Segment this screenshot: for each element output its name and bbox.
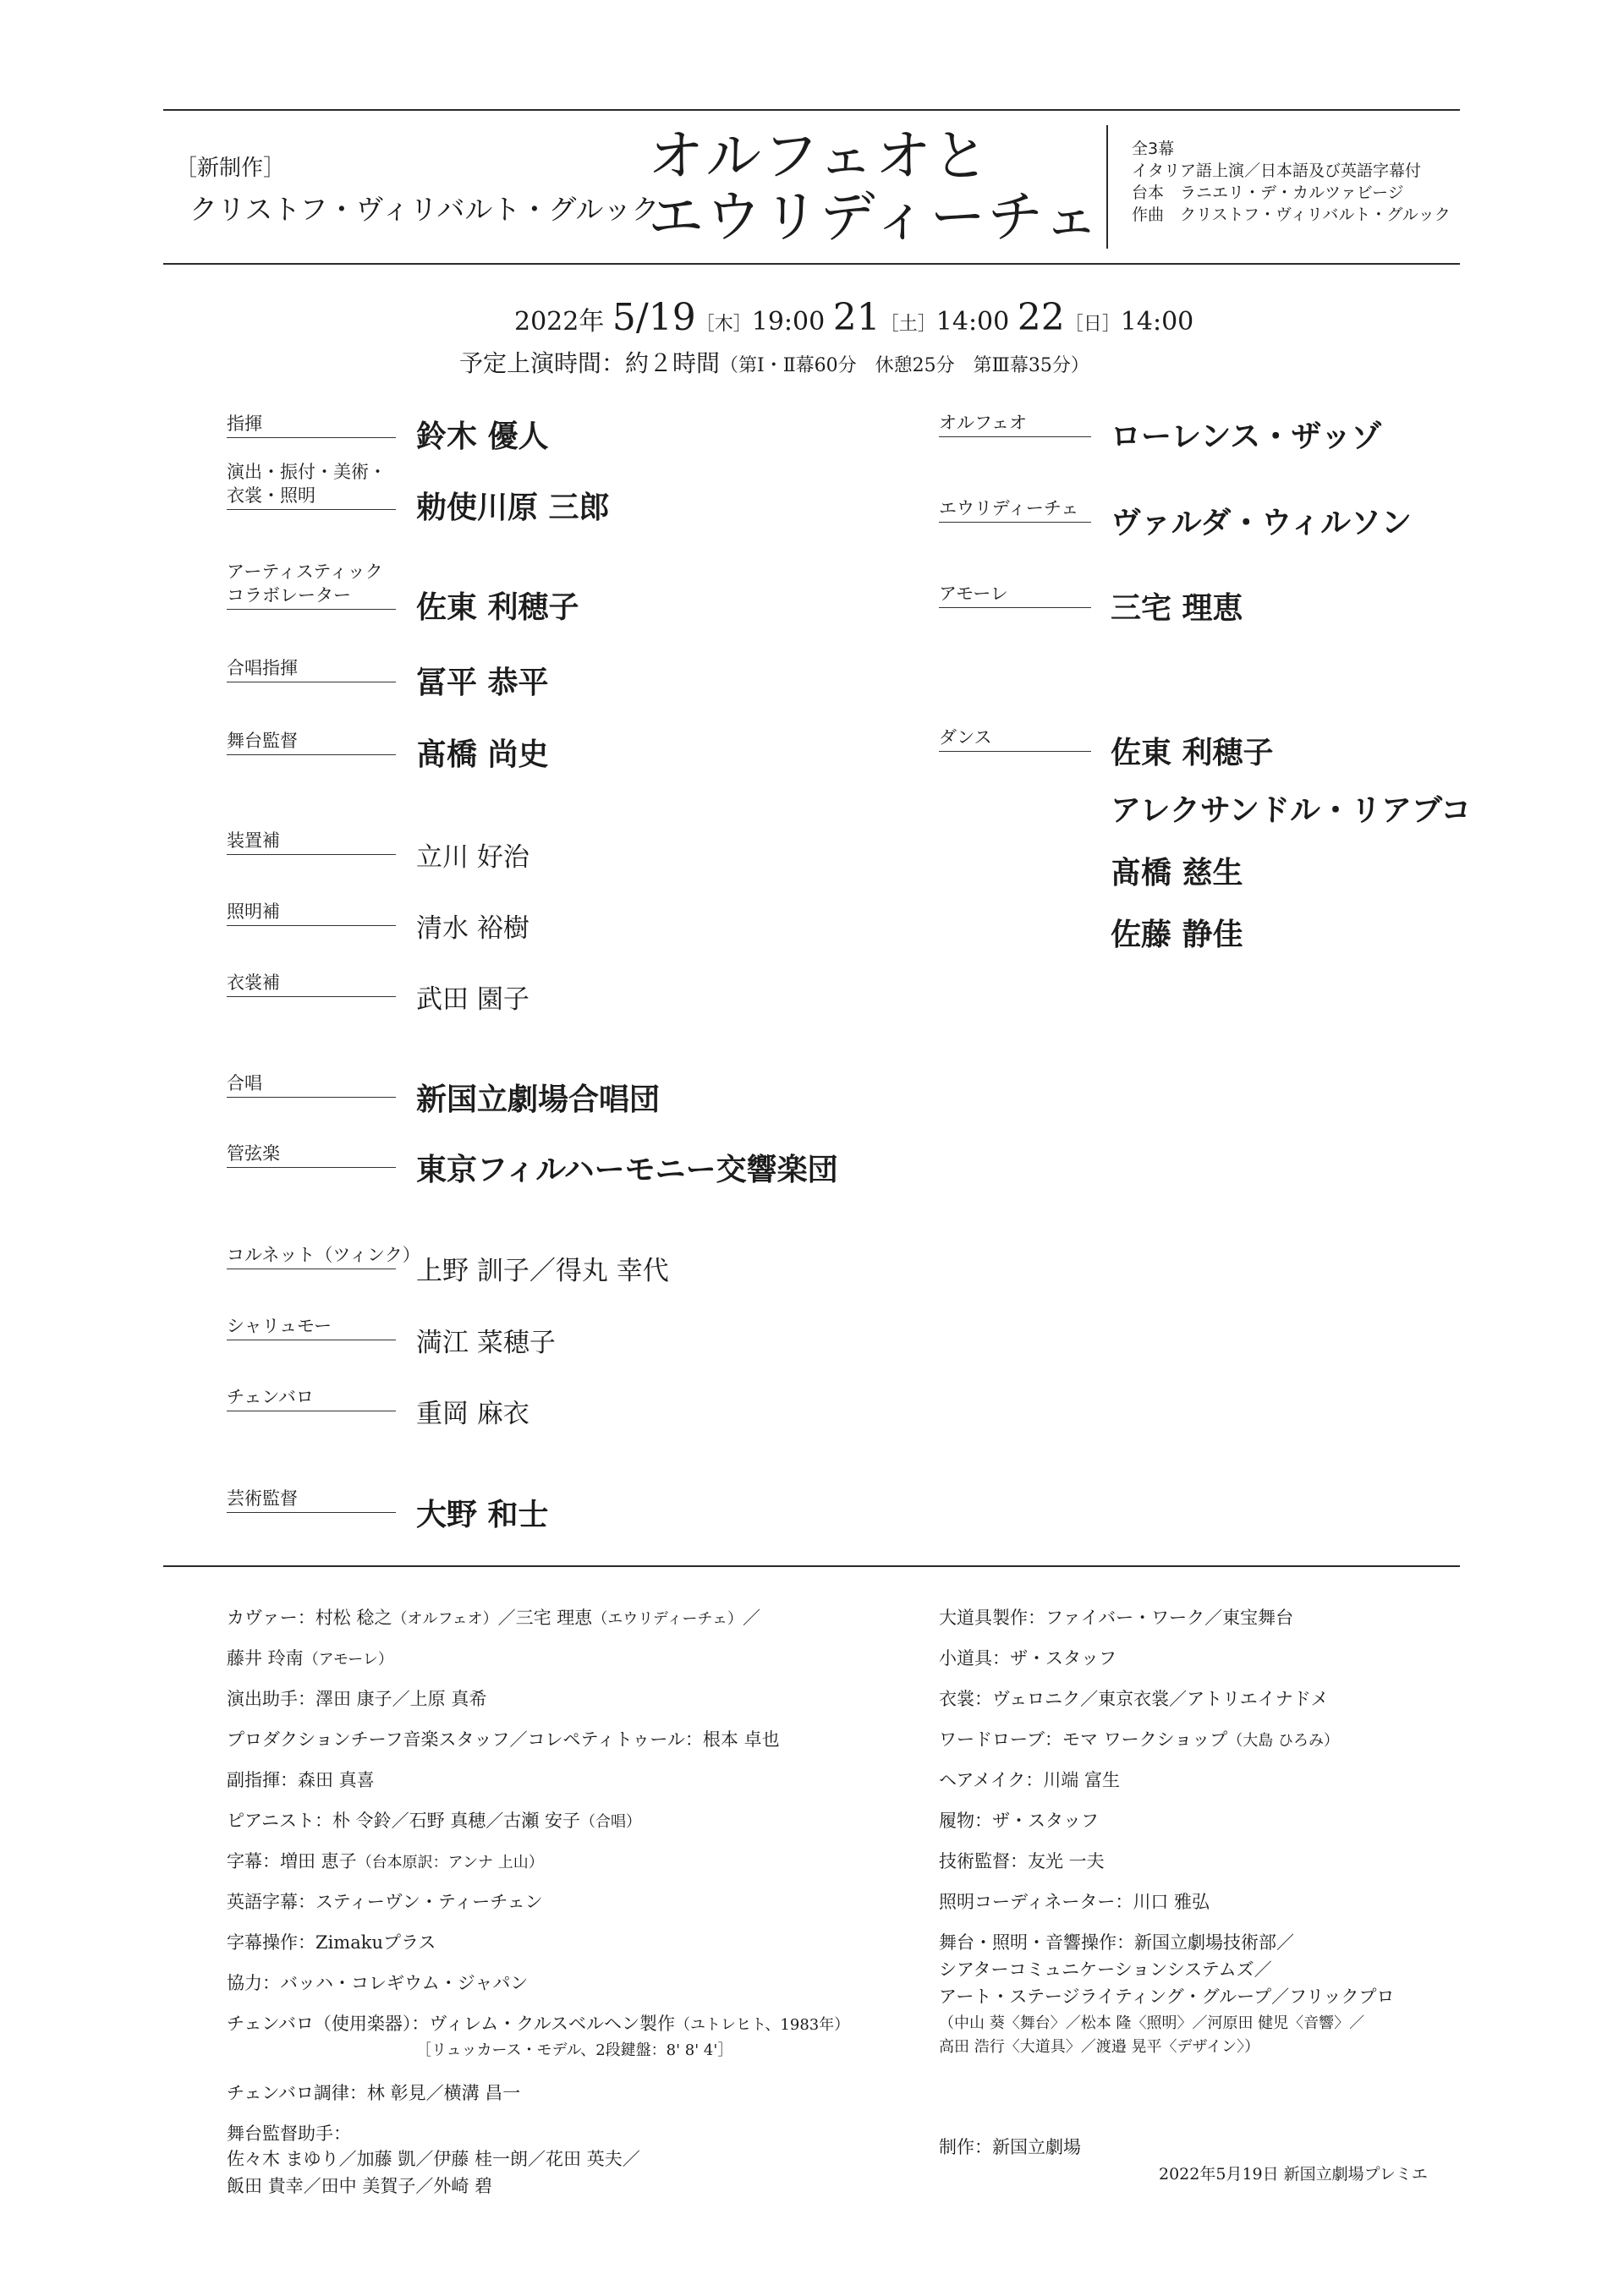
name-artistic-director: 大野 和士	[416, 1497, 549, 1532]
running-time	[459, 345, 1089, 379]
credit-english-subtitles: 英語字幕：スティーヴン・ティーチェン	[227, 1892, 543, 1912]
role-collab-line2: コラボレーター	[227, 585, 351, 606]
role-orfeo: オルフェオ	[939, 411, 1091, 437]
role-dance: ダンス	[939, 726, 1091, 752]
role-conductor: 指揮	[227, 412, 396, 438]
name-chorus-master: 冨平 恭平	[416, 665, 549, 700]
duration-detail: （第Ⅰ・Ⅱ幕60分 休憩25分 第Ⅲ幕35分）	[720, 355, 1089, 376]
credit-cooperation: 協力：バッハ・コレギウム・ジャパン	[227, 1973, 529, 1993]
name-dancer-1: 佐東 利穂子	[1111, 735, 1274, 770]
name-costume-assistant: 武田 園子	[416, 984, 529, 1015]
credit-lighting-coordinator: 照明コーディネーター：川口 雅弘	[939, 1892, 1210, 1912]
credits-left	[227, 1605, 849, 2200]
credit-asm: 舞台監督助手：	[227, 2123, 351, 2144]
composer-name: クリストフ・ヴィリバルト・グルック	[189, 193, 660, 226]
credit-tuning: チェンバロ調律：林 彰見／横溝 昌一	[227, 2083, 521, 2103]
credit-costumes: 衣裳：ヴェロニク／東京衣裳／アトリエイナドメ	[939, 1689, 1329, 1709]
role-artistic-collaborator	[227, 560, 396, 610]
date-1: 5/19	[612, 296, 696, 339]
year: 2022年	[514, 307, 605, 337]
libretto-info: 台本 ラニエリ・デ・カルツァビージ	[1132, 184, 1404, 202]
opera-title-line2: エウリディーチェ	[648, 184, 1101, 249]
day-1: ［木］	[695, 314, 752, 335]
credit-cover: カヴァー：村松 稔之（オルフェオ）／三宅 理恵（エウリディーチェ）／	[227, 1608, 760, 1628]
credit-chief-music-staff: プロダクションチーフ音楽スタッフ／コレペティトゥール：根本 卓也	[227, 1729, 780, 1750]
credit-large-props: 大道具製作：ファイバー・ワーク／東宝舞台	[939, 1608, 1294, 1628]
time-2: 14:00	[935, 307, 1010, 337]
duration-text: 予定上演時間：約２時間	[459, 349, 721, 377]
role-collab-line1: アーティスティック	[227, 562, 383, 582]
credits-rule	[163, 1565, 1460, 1567]
role-harpsichord: チェンバロ	[227, 1385, 396, 1411]
name-artistic-collaborator: 佐東 利穂子	[416, 589, 579, 625]
role-cornetto: コルネット（ツィンク）	[227, 1243, 396, 1269]
credits-right	[939, 1605, 1394, 2058]
credit-cover-cont: 藤井 玲南（アモーレ）	[227, 1648, 393, 1669]
credit-subtitles: 字幕：増田 恵子（台本原訳：アンナ 上山）	[227, 1851, 544, 1871]
date-2: 21	[832, 296, 881, 339]
credit-shoes: 履物：ザ・スタッフ	[939, 1811, 1099, 1831]
credit-stage-ops-2: シアターコミュニケーションシステムズ／	[939, 1959, 1272, 1980]
role-costume-assistant: 衣裳補	[227, 971, 396, 997]
premiere-note: 2022年5月19日 新国立劇場プレミエ	[1159, 2165, 1428, 2184]
credit-asm-line1: 佐々木 まゆり／加藤 凱／伊藤 桂一朗／花田 英夫／	[227, 2149, 640, 2169]
credit-stage-ops-4: （中山 葵〈舞台〉／松本 隆〈照明〉／河原田 健児〈音響〉／	[939, 2014, 1365, 2032]
name-harpsichord: 重岡 麻衣	[416, 1399, 529, 1429]
header-info	[1132, 138, 1451, 226]
credit-props: 小道具：ザ・スタッフ	[939, 1648, 1116, 1669]
time-3: 14:00	[1120, 307, 1194, 337]
composer-info: 作曲 クリストフ・ヴィリバルト・グルック	[1132, 205, 1451, 224]
name-chorus: 新国立劇場合唱団	[416, 1082, 661, 1117]
role-stage-manager: 舞台監督	[227, 729, 396, 755]
name-set-assistant: 立川 好治	[416, 842, 529, 873]
name-amore: 三宅 理恵	[1111, 590, 1243, 626]
credit-harpsichord-model: ［リュッカース・モデル、2段鍵盤：8' 8' 4'］	[416, 2041, 733, 2059]
role-chalumeau: シャリュモー	[227, 1314, 396, 1340]
role-amore: アモーレ	[939, 582, 1091, 608]
credit-subtitle-operation: 字幕操作：Zimakuプラス	[227, 1932, 436, 1953]
name-euridice: ヴァルダ・ウィルソン	[1111, 505, 1413, 540]
credit-assistant-conductor: 副指揮：森田 真喜	[227, 1770, 375, 1790]
role-set-assistant: 装置補	[227, 829, 396, 855]
role-orchestra: 管弦楽	[227, 1142, 396, 1168]
credit-harpsichord-instrument: チェンバロ（使用楽器）：ヴィレム・クルスベルヘン製作（ユトレヒト、1983年）	[227, 2014, 850, 2034]
role-director-line2: 衣裳・照明	[227, 485, 315, 506]
name-orfeo: ローレンス・ザッゾ	[1111, 419, 1382, 454]
date-3: 22	[1017, 296, 1065, 339]
name-director: 勅使川原 三郎	[416, 490, 610, 525]
role-euridice: エウリディーチェ	[939, 496, 1091, 523]
name-dancer-2: アレクサンドル・リアブコ	[1111, 792, 1472, 828]
production-tag: ［新制作］	[175, 156, 286, 181]
header-divider	[1106, 125, 1108, 249]
time-1: 19:00	[751, 307, 826, 337]
role-director	[227, 460, 396, 510]
credit-stage-operations: 舞台・照明・音響操作：新国立劇場技術部／	[939, 1932, 1294, 1953]
header-top-rule	[163, 109, 1460, 111]
name-dancer-4: 佐藤 静佳	[1111, 917, 1243, 952]
credit-label: カヴァー：	[227, 1608, 315, 1628]
credit-assistant-director: 演出助手：澤田 康子／上原 真希	[227, 1689, 487, 1709]
day-2: ［土］	[880, 314, 936, 335]
opera-title-line1: オルフェオと	[648, 123, 990, 189]
language-info: イタリア語上演／日本語及び英語字幕付	[1132, 162, 1422, 180]
credit-wardrobe: ワードローブ：モマ ワークショップ（大島 ひろみ）	[939, 1729, 1339, 1750]
credit-pianist: ピアニスト：朴 令鈴／石野 真穂／古瀬 安子（合唱）	[227, 1811, 641, 1831]
credit-technical-director: 技術監督：友光 一夫	[939, 1851, 1105, 1871]
name-stage-manager: 髙橋 尚史	[416, 737, 549, 772]
credit-stage-ops-3: アート・ステージライティング・グループ／フリックプロ	[939, 1986, 1395, 2007]
role-director-line1: 演出・振付・美術・	[227, 462, 387, 482]
acts-info: 全3幕	[1132, 140, 1175, 158]
role-chorus-master: 合唱指揮	[227, 656, 396, 682]
name-cornetto: 上野 訓子／得丸 幸代	[416, 1256, 669, 1286]
name-conductor: 鈴木 優人	[416, 419, 549, 454]
name-dancer-3: 髙橋 慈生	[1111, 855, 1243, 890]
credit-production: 制作：新国立劇場	[939, 2137, 1081, 2157]
header-bottom-rule	[163, 263, 1460, 265]
day-3: ［日］	[1064, 314, 1121, 335]
name-chalumeau: 満江 菜穂子	[416, 1328, 556, 1358]
credit-asm-line2: 飯田 貴幸／田中 美賀子／外崎 碧	[227, 2176, 493, 2196]
role-chorus: 合唱	[227, 1071, 396, 1098]
credit-stage-ops-5: 高田 浩行〈大道具〉／渡邉 晃平〈デザイン〉）	[939, 2038, 1260, 2056]
credit-hair-makeup: ヘアメイク：川端 富生	[939, 1770, 1120, 1790]
performance-dates	[514, 296, 1193, 339]
role-artistic-director: 芸術監督	[227, 1487, 396, 1513]
name-orchestra: 東京フィルハーモニー交響楽団	[416, 1152, 838, 1187]
name-lighting-assistant: 清水 裕樹	[416, 913, 529, 944]
role-lighting-assistant: 照明補	[227, 900, 396, 926]
